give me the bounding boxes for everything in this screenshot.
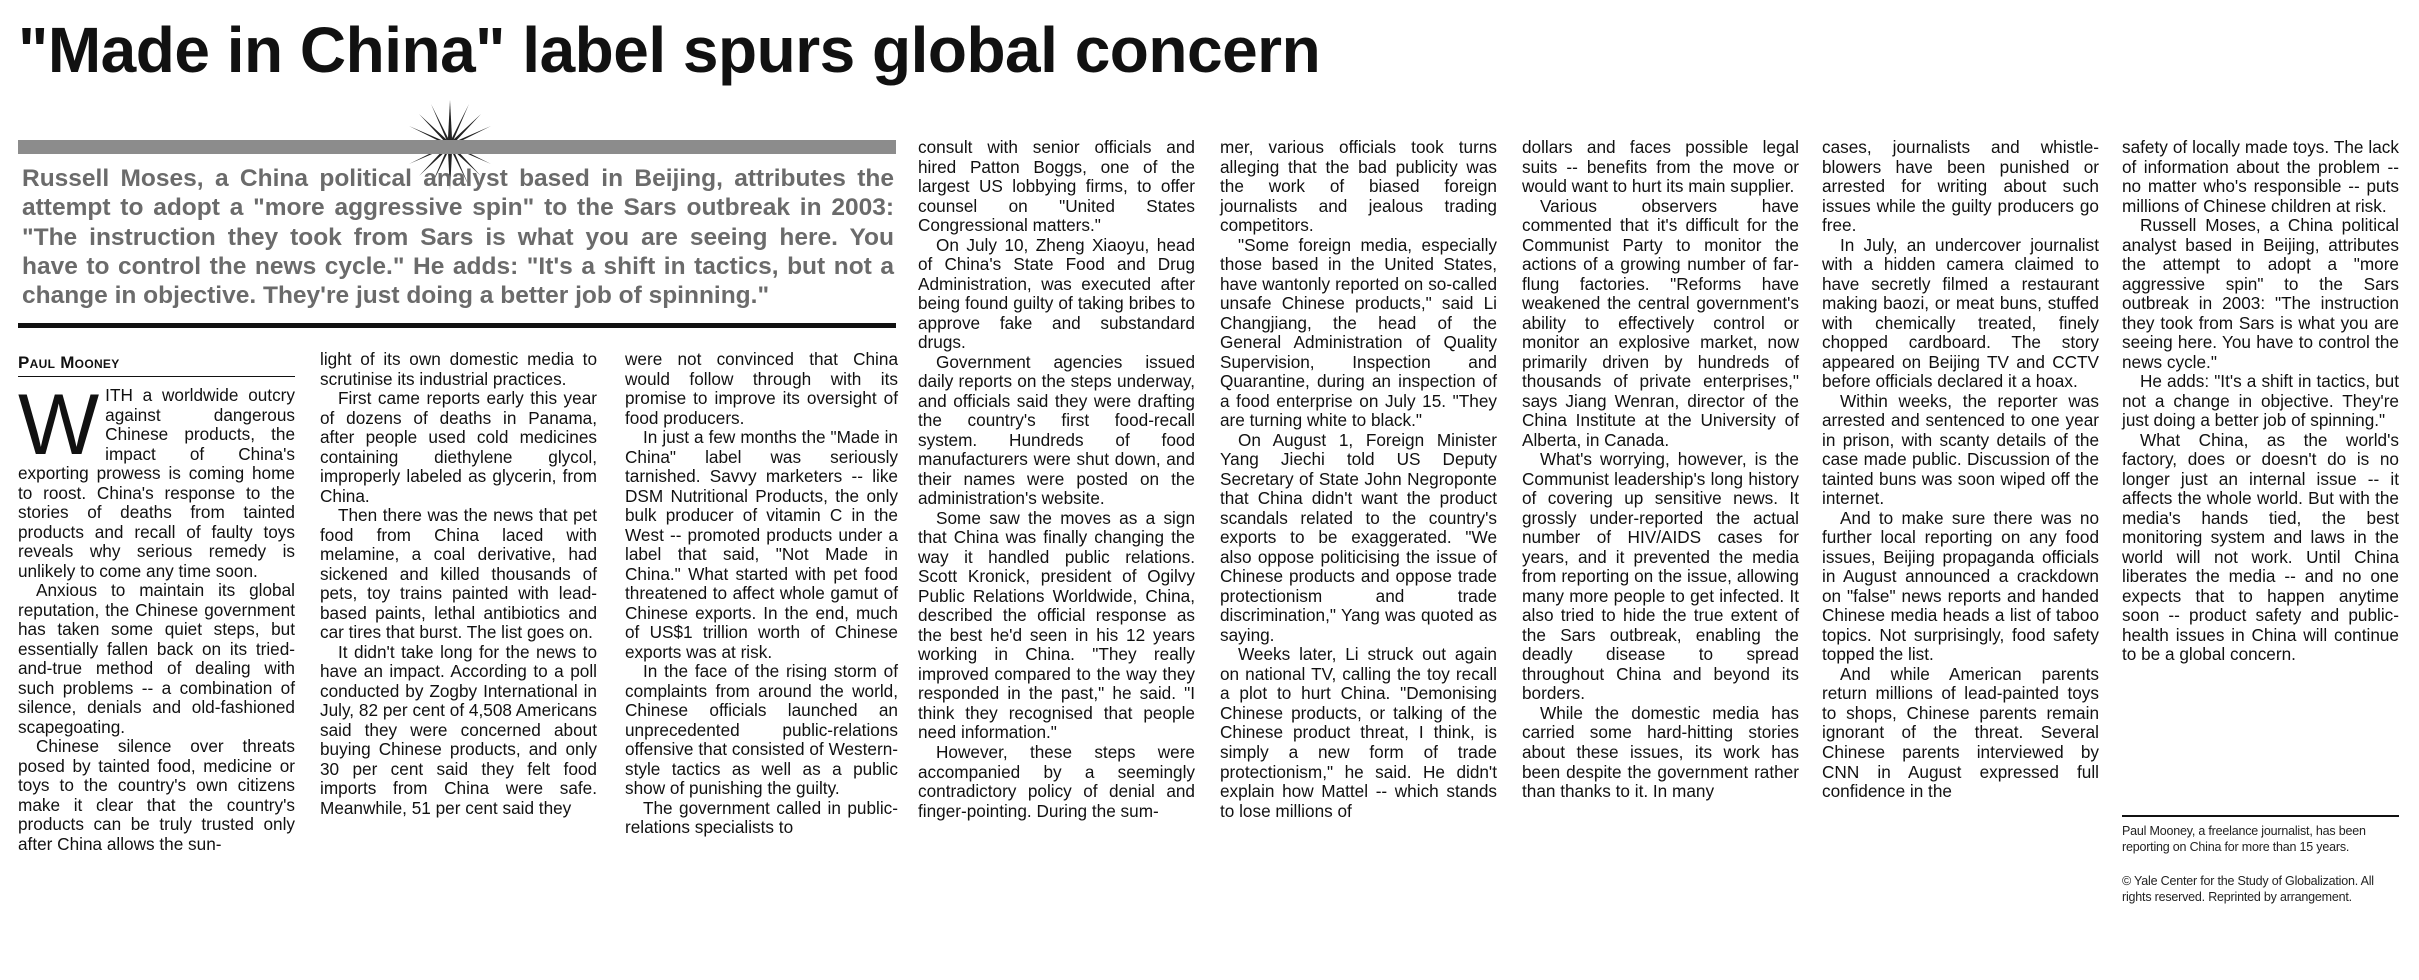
paragraph: mer, various officials took turns alleging that the bad publicity was the work of biased foreign journalists and jealous trading competitors. bbox=[1220, 137, 1497, 236]
paragraph: light of its own domestic media to scrutinise its industrial practices. bbox=[320, 349, 597, 389]
paragraph: However, these steps were accompanied by a seemingly contradictory policy of denial and finger-pointing. During the sum- bbox=[918, 741, 1195, 821]
pull-quote-top-rule bbox=[18, 140, 896, 154]
paragraph: cases, journalists and whistle-blowers have been punished or arrested for writing about such issues while the guilty producers go free. bbox=[1822, 137, 2099, 236]
paragraph: He adds: "It's a shift in tactics, but not a change in objective. They're just doing a better job of spinning." bbox=[2122, 371, 2399, 431]
article-column-7 bbox=[1822, 138, 2099, 802]
paragraph: Some saw the moves as a sign that China was finally changing the way it handled public relations. Scott Kronick, president of Ogilvy Public Relations Worldwide, China, described the official response as the best he'd seen in his 12 years working in China. "They really improved compared to the way they responded in the past," he said. "I think they recognised that people need information." bbox=[918, 507, 1195, 743]
paragraph: Chinese silence over threats posed by tainted food, medicine or toys to the country's own citizens make it clear that the country's products can be truly trusted only after China allows the sun- bbox=[18, 736, 295, 854]
paragraph: And to make sure there was no further local reporting on any food issues, Beijing propaganda officials in August announced a crackdown on "false" news reports and handed Chinese media heads a list of taboo topics. Not surprisingly, food safety topped the list. bbox=[1822, 507, 2099, 665]
paragraph: WITH a worldwide outcry against dangerous Chinese products, the impact of China's exporting prowess is coming home to roost. China's response to the stories of deaths from tainted products and recall of faulty toys reveals why serious remedy is unlikely to come any time soon. bbox=[18, 377, 295, 581]
paragraph: In the face of the rising storm of complaints from around the world, Chinese officials launched an unprecedented public-relations offensive that consisted of Western-style tactics as well as a public show of punishing the guilty. bbox=[625, 661, 898, 799]
paragraph: It didn't take long for the news to have an impact. According to a poll conducted by Zogby International in July, 82 per cent of 4,508 Americans said they were concerned about buying Chinese products, and only 30 per cent said they felt food imports from China were safe. Meanwhile, 51 per cent said they bbox=[320, 641, 597, 818]
paragraph: Weeks later, Li struck out again on national TV, calling the toy recall a plot to hurt China. "Demonising Chinese products, or talking of the Chinese product threat, I think, is simply a new form of trade protectionism," he said. He didn't explain how Mattel -- which stands to lose millions of bbox=[1220, 644, 1497, 821]
paragraph: In just a few months the "Made in China" label was seriously tarnished. Savvy marketers -- like DSM Nutritional Products, the only bulk producer of vitamin C in the West -- promoted products under a label that said, "Not Made in China." What started with pet food threatened to affect whole gamut of Chinese exports. In the end, much of US$1 trillion worth of Chinese exports was at risk. bbox=[625, 427, 898, 662]
copyright-note: © Yale Center for the Study of Globalization. All rights reserved. Reprinted by arrangement. bbox=[2122, 874, 2374, 905]
article-column-6 bbox=[1522, 138, 1799, 802]
paragraph: Anxious to maintain its global reputation, the Chinese government has taken some quiet steps, but essentially fallen back on its tried-and-true method of dealing with such problems -- a combination of silence, denials and old-fashioned scapegoating. bbox=[18, 580, 295, 737]
paragraph: What China, as the world's factory, does or doesn't do is no longer just an internal issue -- it affects the whole world. But with the media's hands tied, the best monitoring system and laws in the world will not work. Until China liberates the media -- and no one expects that to happen anytime soon -- product safety and public-health issues in China will continue to be a global concern. bbox=[2122, 429, 2399, 665]
paragraph: The government called in public-relations specialists to bbox=[625, 797, 898, 838]
author-note: Paul Mooney, a freelance journalist, has been reporting on China for more than 15 years. bbox=[2122, 824, 2366, 855]
paragraph: First came reports early this year of dozens of deaths in Panama, after people used cold medicines containing diethylene glycol, improperly labeled as glycerin, from China. bbox=[320, 388, 597, 506]
paragraph: And while American parents return millions of lead-painted toys to shops, Chinese parents remain ignorant of the threat. Several Chinese parents interviewed by CNN in August expressed full confidence in the bbox=[1822, 663, 2099, 802]
paragraph: consult with senior officials and hired Patton Boggs, one of the largest US lobbying firms, to offer counsel on "United States Congressional matters." bbox=[918, 137, 1195, 236]
paragraph: were not convinced that China would follow through with its promise to improve its oversight of food producers. bbox=[625, 349, 898, 428]
paragraph: On July 10, Zheng Xiaoyu, head of China's State Food and Drug Administration, was executed after being found guilty of taking bribes to approve fake and substandard drugs. bbox=[918, 234, 1195, 353]
paragraph: Government agencies issued daily reports on the steps underway, and officials said they were drafting the country's first food-recall system. Hundreds of food manufacturers were shut down, and their names were posted on the administration's website. bbox=[918, 351, 1195, 509]
headline: "Made in China" label spurs global concern bbox=[18, 14, 1321, 86]
article-column-4 bbox=[918, 138, 1195, 821]
credit-divider bbox=[2122, 815, 2399, 817]
paragraph: Within weeks, the reporter was arrested and sentenced to one year in prison, with scanty details of the case made public. Discussion of the tainted buns was soon wiped off the internet. bbox=[1822, 390, 2099, 509]
paragraph: Various observers have commented that it's difficult for the Communist Party to monitor the actions of a growing number of far-flung factories. "Reforms have weakened the central government's ability to effectively control or monitor an explosive market, now primarily driven by hundreds of thousands of private enterprises," says Jiang Wenran, director of the China Institute at the University of Alberta, in Canada. bbox=[1522, 195, 1799, 450]
paragraph: dollars and faces possible legal suits -- benefits from the move or would want to hurt its main supplier. bbox=[1522, 137, 1799, 197]
article-column-3 bbox=[625, 350, 898, 838]
article-column-8 bbox=[2122, 138, 2399, 665]
paragraph: In July, an undercover journalist with a hidden camera claimed to have secretly filmed a restaurant making baozi, or meat buns, stuffed with chemically treated, finely chopped cardboard. The story appeared on Beijing TV and CCTV before officials declared it a hoax. bbox=[1822, 234, 2099, 392]
byline: Paul Mooney bbox=[18, 353, 295, 377]
article-column-2 bbox=[320, 350, 597, 818]
paragraph: Russell Moses, a China political analyst based in Beijing, attributes the attempt to adopt a "more aggressive spin" to the Sars outbreak in 2003: "The instruction they took from Sars is what you are seeing here. You have to control the news cycle." bbox=[2122, 215, 2399, 372]
paragraph: On August 1, Foreign Minister Yang Jiechi told US Deputy Secretary of State John Negroponte that China didn't want the product scandals related to the country's exports to be exaggerated. "We also oppose politicising the issue of Chinese products and oppose trade protectionism and trade discrimination," Yang was quoted as saying. bbox=[1220, 429, 1497, 645]
article-column-1 bbox=[18, 377, 295, 854]
paragraph: Then there was the news that pet food from China laced with melamine, a coal derivative, had sickened and killed thousands of pets, toy trains painted with lead-based paints, lethal antibiotics and car tires that burst. The list goes on. bbox=[320, 505, 597, 643]
paragraph: While the domestic media has carried some hard-hitting stories about these issues, its work has been despite the government rather than thanks to it. In many bbox=[1522, 702, 1799, 802]
article-column-5 bbox=[1220, 138, 1497, 821]
paragraph: safety of locally made toys. The lack of information about the problem -- no matter who's responsible -- puts millions of Chinese children at risk. bbox=[2122, 137, 2399, 216]
pull-quote-bottom-rule bbox=[18, 323, 896, 328]
paragraph: What's worrying, however, is the Communist leadership's long history of covering up sensitive news. It grossly under-reported the actual number of HIV/AIDS cases for years, and it prevented the media from reporting on the issue, allowing many more people to get infected. It also tried to hide the true extent of the Sars outbreak, enabling the deadly disease to spread throughout China and beyond its borders. bbox=[1522, 449, 1799, 704]
paragraph: "Some foreign media, especially those based in the United States, have wantonly reported on so-called unsafe Chinese products," said Li Changjiang, the head of the General Administration of Quality Supervision, Inspection and Quarantine, during an inspection of a food enterprise on July 15. "They are turning white to black." bbox=[1220, 234, 1497, 431]
pull-quote: Russell Moses, a China political analyst based in Beijing, attributes the attempt to adopt a "more aggressive spin" to the Sars outbreak in 2003: "The instruction they took from Sars is what you are seeing here. You have to control the news cycle." He adds: "It's a shift in tactics, but not a change in objective. They're just doing a better job of spinning." bbox=[22, 165, 894, 310]
